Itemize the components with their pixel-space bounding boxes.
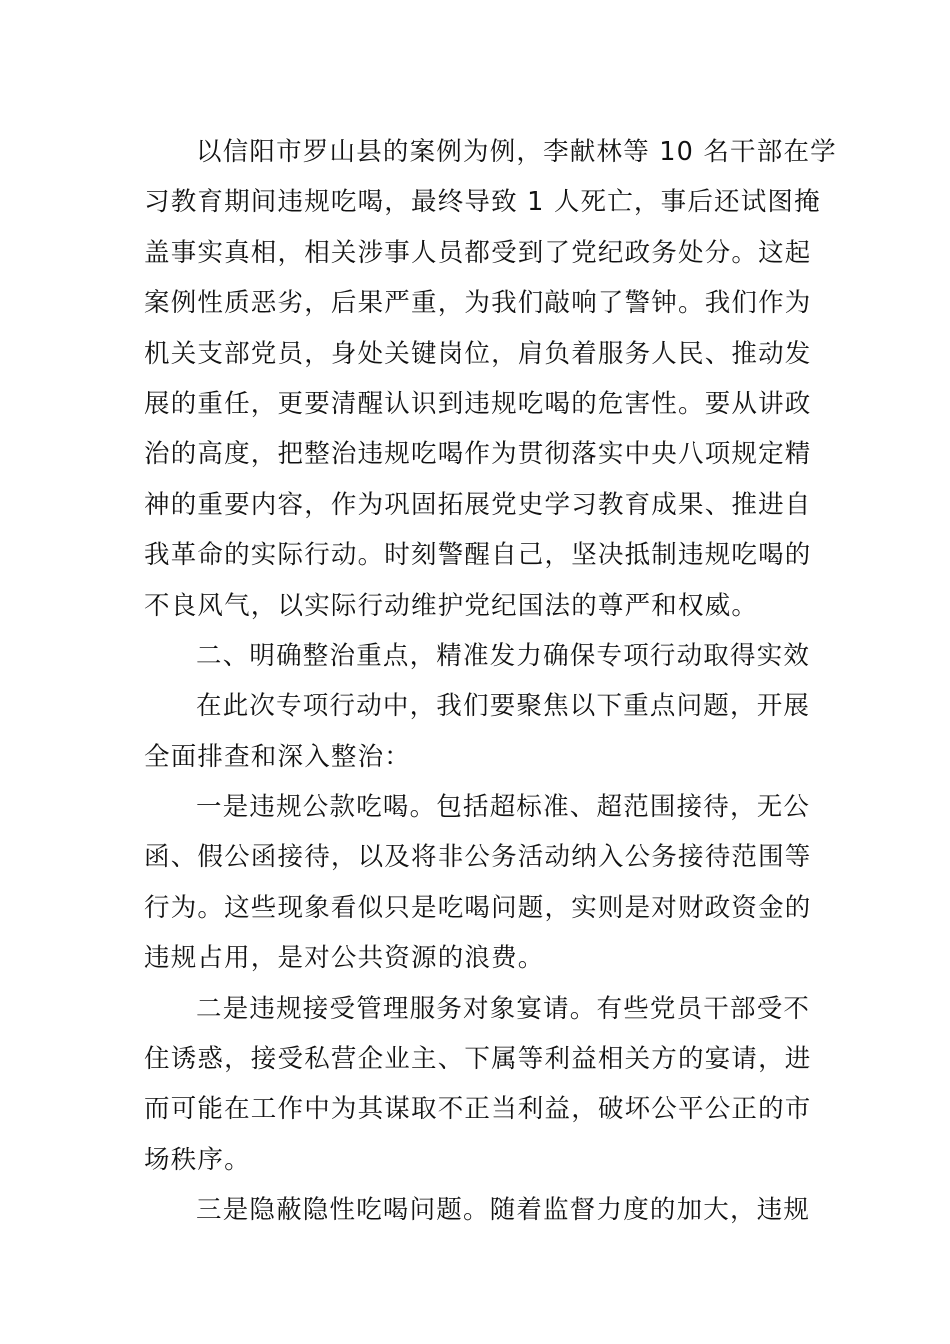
paragraph-case-example xyxy=(144,127,837,631)
text-line: 行为。这些现象看似只是吃喝问题，实则是对财政资金的 xyxy=(144,892,812,923)
text-line: 函、假公函接待，以及将非公务活动纳入公务接待范围等 xyxy=(144,842,812,873)
paragraph-intro-issues xyxy=(144,681,811,782)
text-line: 一是违规公款吃喝。包括超标准、超范围接待，无公 xyxy=(196,792,811,823)
text-line: 不良风气，以实际行动维护党纪国法的尊严和权威。 xyxy=(144,590,759,621)
text-line: 案例性质恶劣，后果严重，为我们敲响了警钟。我们作为 xyxy=(144,288,812,319)
text-line: 全面排查和深入整治： xyxy=(144,741,412,772)
text-line: 我革命的实际行动。时刻警醒自己，坚决抵制违规吃喝的 xyxy=(144,540,812,571)
text-line: 而可能在工作中为其谋取不正当利益，破坏公平公正的市 xyxy=(144,1094,812,1125)
text-line: 习教育期间违规吃喝，最终导致 1 人死亡，事后还试图掩 xyxy=(144,187,821,218)
text-line: 治的高度，把整治违规吃喝作为贯彻落实中央八项规定精 xyxy=(144,439,812,470)
section-heading-2 xyxy=(144,631,811,681)
paragraph-issue-1 xyxy=(144,782,812,984)
text-line: 三是隐蔽隐性吃喝问题。随着监督力度的加大，违规 xyxy=(196,1195,811,1226)
paragraph-issue-3 xyxy=(144,1185,811,1235)
text-line: 盖事实真相，相关涉事人员都受到了党纪政务处分。这起 xyxy=(144,237,812,268)
text-line: 机关支部党员，身处关键岗位，肩负着服务人民、推动发 xyxy=(144,338,812,369)
text-line: 二、明确整治重点，精准发力确保专项行动取得实效 xyxy=(196,640,811,671)
document-body xyxy=(144,127,837,1236)
text-line: 违规占用，是对公共资源的浪费。 xyxy=(144,943,545,974)
text-line: 以信阳市罗山县的案例为例，李献林等 10 名干部在学 xyxy=(196,137,837,167)
text-line: 在此次专项行动中，我们要聚焦以下重点问题，开展 xyxy=(196,691,811,722)
text-line: 二是违规接受管理服务对象宴请。有些党员干部受不 xyxy=(196,993,811,1024)
text-line: 场秩序。 xyxy=(144,1144,251,1175)
text-line: 展的重任，更要清醒认识到违规吃喝的危害性。要从讲政 xyxy=(144,388,812,419)
text-line: 神的重要内容，作为巩固拓展党史学习教育成果、推进自 xyxy=(144,489,812,520)
paragraph-issue-2 xyxy=(144,984,812,1186)
text-line: 住诱惑，接受私营企业主、下属等利益相关方的宴请，进 xyxy=(144,1044,812,1075)
